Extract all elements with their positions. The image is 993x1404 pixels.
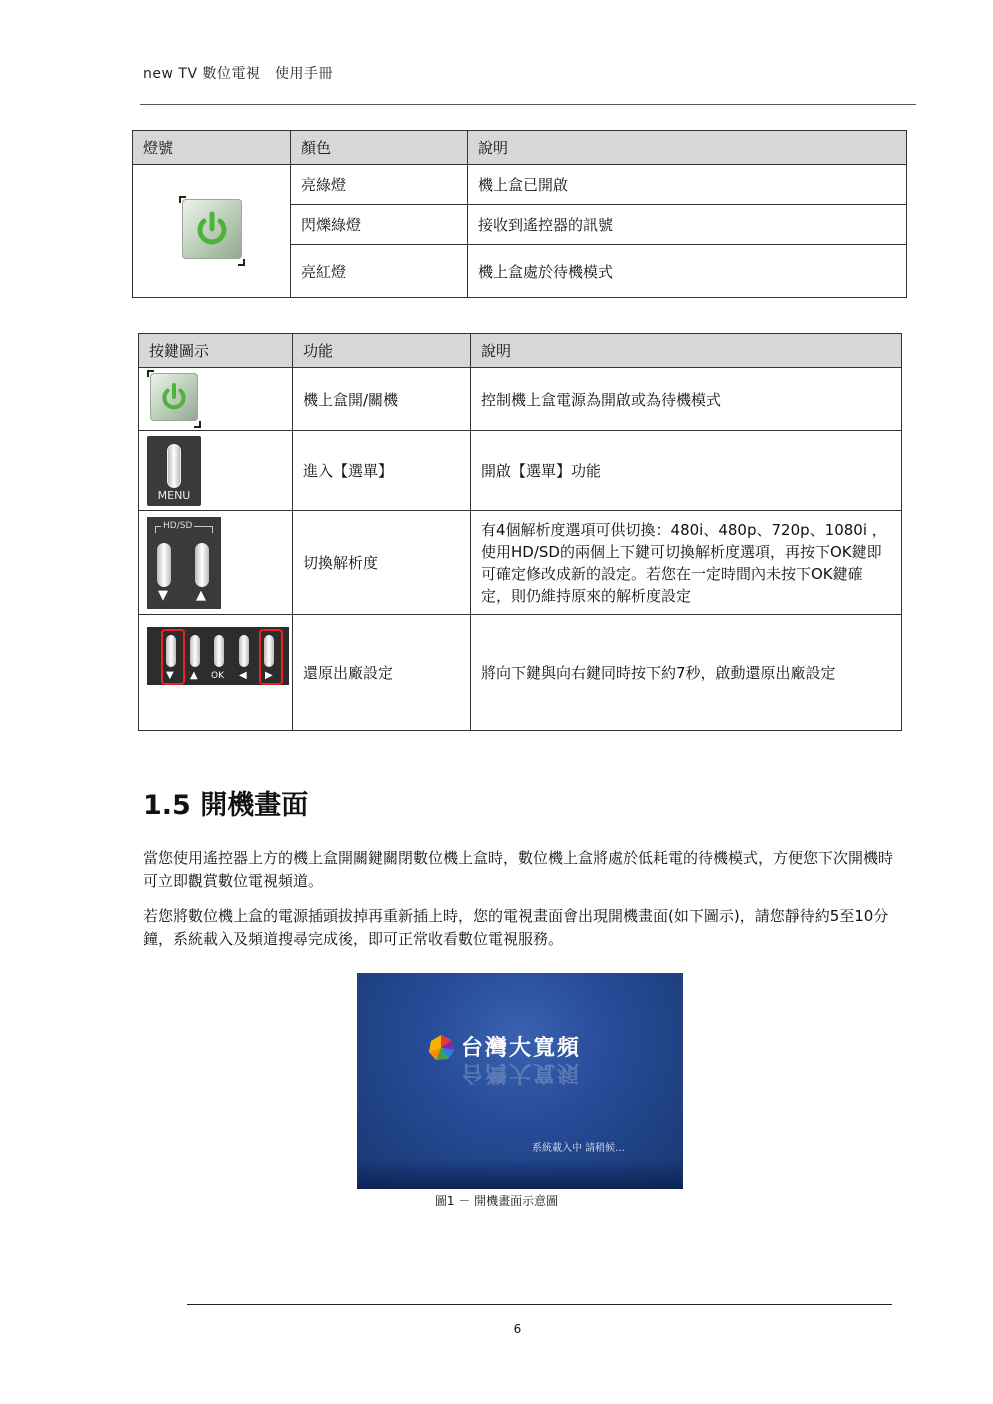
key-function: 機上盒開/關機 <box>293 368 471 431</box>
key-function: 還原出廠設定 <box>293 615 471 731</box>
boot-screen-figure <box>357 973 683 1189</box>
led-color: 閃爍綠燈 <box>291 205 468 245</box>
table-row <box>139 511 902 615</box>
left-button-shape <box>239 635 249 667</box>
brand-name: 台灣大寬頻 <box>461 1036 582 1061</box>
ok-label: OK <box>211 671 224 681</box>
key-icon-cell <box>139 368 293 431</box>
brand-reflection: 台灣大寬頻 <box>461 1060 582 1085</box>
header-divider <box>140 104 916 105</box>
body-paragraph: 若您將數位機上盒的電源插頭拔掉再重新插上時，您的電視畫面會出現開機畫面(如下圖示)，請您靜待約5至10分鐘，系統載入及頻道搜尋完成後，即可正常收看數位電視服務。 <box>143 907 889 948</box>
table-row <box>139 431 902 511</box>
nav-keys-icon <box>147 627 289 685</box>
up-button-shape <box>190 635 200 667</box>
right-button-shape <box>264 635 274 667</box>
menu-key-icon <box>147 436 201 506</box>
light-status-table <box>132 130 907 298</box>
led-color: 亮綠燈 <box>291 165 468 205</box>
down-arrow-icon: ▼ <box>166 670 174 681</box>
led-cell <box>133 165 291 298</box>
ok-button-shape <box>214 635 224 667</box>
down-arrow-icon: ▼ <box>158 587 168 603</box>
key-description: 開啟【選單】功能 <box>471 431 902 511</box>
table-row <box>133 165 907 205</box>
power-led-icon <box>182 199 242 259</box>
up-arrow-icon: ▲ <box>196 587 206 603</box>
key-function: 進入【選單】 <box>293 431 471 511</box>
column-header: 說明 <box>471 334 902 368</box>
page-number: 6 <box>513 1322 522 1336</box>
figure-caption: 圖1 － 開機畫面示意圖 <box>434 1194 559 1208</box>
key-icon-cell <box>139 431 293 511</box>
hd-sd-keys-icon <box>147 517 221 609</box>
column-header: 說明 <box>468 131 907 165</box>
led-description: 接收到遙控器的訊號 <box>468 205 907 245</box>
down-button-shape <box>157 543 171 587</box>
power-key-icon <box>150 373 198 421</box>
column-header: 按鍵圖示 <box>139 334 293 368</box>
led-description: 機上盒處於待機模式 <box>468 245 907 298</box>
table-header-row <box>133 131 907 165</box>
section-title: 1.5 開機畫面 <box>143 790 309 821</box>
body-paragraph: 當您使用遙控器上方的機上盒開關鍵關閉數位機上盒時，數位機上盒將處於低耗電的待機模式，方便您下次開機時可立即觀賞數位電視頻道。 <box>143 849 894 890</box>
screen-bottom-strip <box>357 1159 683 1189</box>
power-key-frame <box>147 370 201 428</box>
left-arrow-icon: ◀ <box>239 670 247 681</box>
up-arrow-icon: ▲ <box>190 670 198 681</box>
hd-sd-label: HD/SD <box>163 520 193 531</box>
led-description: 機上盒已開啟 <box>468 165 907 205</box>
table-header-row <box>139 334 902 368</box>
key-function: 切換解析度 <box>293 511 471 615</box>
menu-button-shape <box>167 444 181 488</box>
column-header: 功能 <box>293 334 471 368</box>
header-title: new TV 數位電視 使用手冊 <box>143 66 333 82</box>
column-header: 燈號 <box>133 131 291 165</box>
key-description: 控制機上盒電源為開啟或為待機模式 <box>471 368 902 431</box>
key-icon-cell <box>139 511 293 615</box>
right-arrow-icon: ▶ <box>265 670 273 681</box>
menu-key-label: MENU <box>157 488 191 502</box>
loading-text: 系統載入中 請稍候... <box>532 1143 625 1154</box>
up-button-shape <box>195 543 209 587</box>
key-function-table <box>138 333 902 731</box>
table-row <box>139 368 902 431</box>
down-button-shape <box>166 635 176 667</box>
footer-divider <box>187 1304 892 1305</box>
led-color: 亮紅燈 <box>291 245 468 298</box>
brand-logo-icon <box>427 1034 455 1062</box>
power-led-frame <box>179 196 245 266</box>
column-header: 顏色 <box>291 131 468 165</box>
key-description: 將向下鍵與向右鍵同時按下約7秒，啟動還原出廠設定 <box>471 615 902 731</box>
key-description: 有4個解析度選項可供切換：480i、480p、720p、1080i ，使用HD/SD的兩個上下鍵可切換解析度選項，再按下OK鍵即可確定修改成新的設定。若您在一定時間內未按下OK鍵確定，則仍維持原來的解析度設定 <box>471 511 902 615</box>
table-row <box>139 615 902 731</box>
key-icon-cell <box>139 615 293 731</box>
